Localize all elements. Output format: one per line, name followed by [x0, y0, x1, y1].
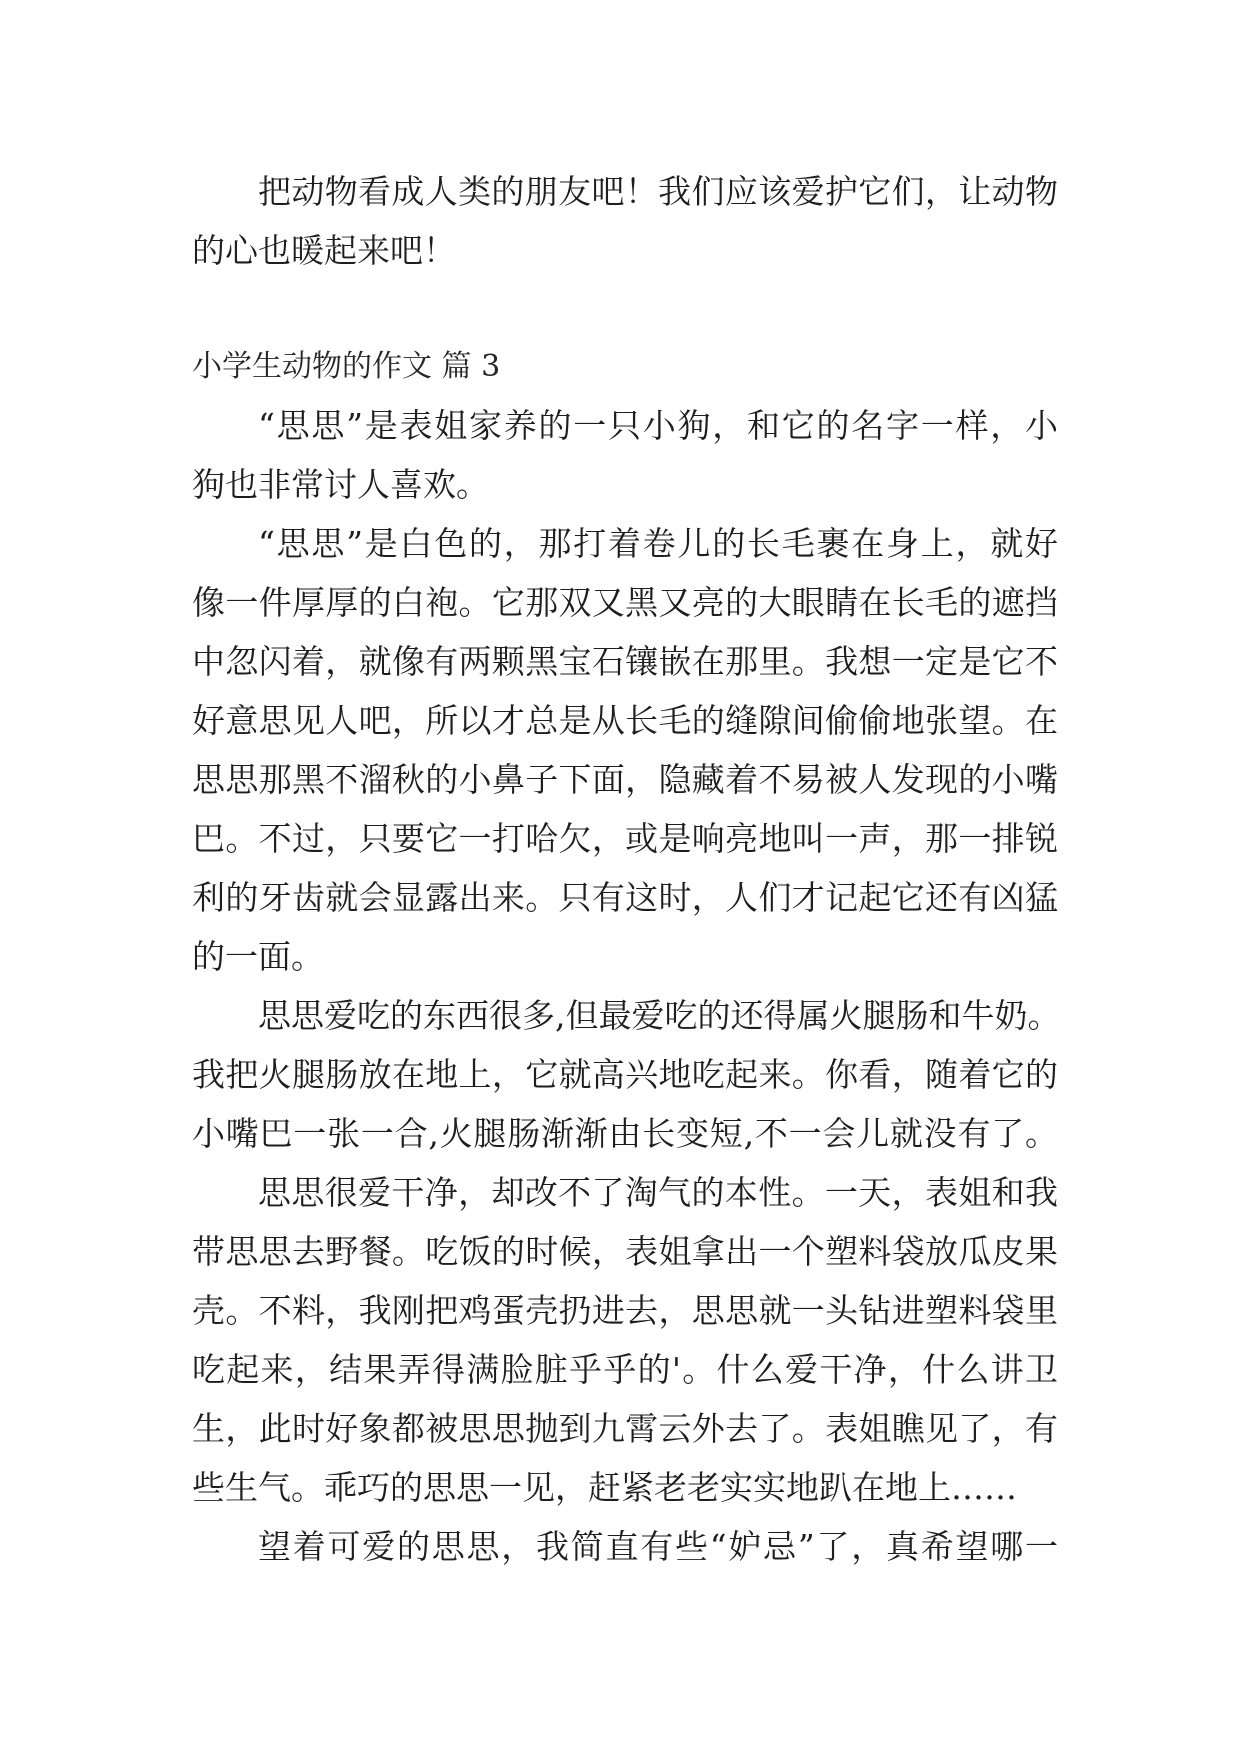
text-line: 巴。不过，只要它一打哈欠，或是响亮地叫一声，那一排锐	[192, 819, 1058, 858]
text-line: 壳。不料，我刚把鸡蛋壳扔进去，思思就一头钻进塑料袋里	[192, 1291, 1058, 1330]
text-line: 思思很爱干净，却改不了淘气的本性。一天，表姐和我	[258, 1173, 1058, 1212]
text-line: “思思”是表姐家养的一只小狗，和它的名字一样，小	[258, 406, 1058, 445]
paragraph	[192, 1517, 1058, 1576]
text-line: 我把火腿肠放在地上，它就高兴地吃起来。你看，随着它的	[192, 1055, 1058, 1094]
text-line: 利的牙齿就会显露出来。只有这时，人们才记起它还有凶猛	[192, 878, 1058, 917]
text-line: 像一件厚厚的白袍。它那双又黑又亮的大眼睛在长毛的遮挡	[192, 583, 1058, 622]
paragraph	[192, 986, 1061, 1163]
section-heading: 小学生动物的作文 篇 3	[192, 349, 501, 384]
text-line: 中忽闪着，就像有两颗黑宝石镶嵌在那里。我想一定是它不	[192, 642, 1058, 681]
text-line: 狗也非常讨人喜欢。	[192, 465, 489, 504]
text-line: 的心也暖起来吧！	[192, 231, 456, 270]
text-line: “思思”是白色的，那打着卷儿的长毛裹在身上，就好	[258, 524, 1058, 563]
text-line: 吃起来，结果弄得满脸脏乎乎的'。什么爱干净，什么讲卫	[192, 1350, 1058, 1389]
text-line: 思思那黑不溜秋的小鼻子下面，隐藏着不易被人发现的小嘴	[192, 760, 1058, 799]
text-line: 小嘴巴一张一合,火腿肠渐渐由长变短,不一会儿就没有了。	[192, 1114, 1058, 1153]
text-line: 些生气。乖巧的思思一见，赶紧老老实实地趴在地上……	[192, 1468, 1017, 1507]
text-line: 把动物看成人类的朋友吧！我们应该爱护它们，让动物	[258, 172, 1058, 211]
text-line: 好意思见人吧，所以才总是从长毛的缝隙间偷偷地张望。在	[192, 701, 1058, 740]
paragraph	[192, 396, 1058, 514]
intro-paragraph	[192, 162, 1058, 280]
text-line: 的一面。	[192, 937, 324, 976]
text-line: 带思思去野餐。吃饭的时候，表姐拿出一个塑料袋放瓜皮果	[192, 1232, 1058, 1271]
text-line: 生，此时好象都被思思抛到九霄云外去了。表姐瞧见了，有	[192, 1409, 1058, 1448]
text-line: 望着可爱的思思，我简直有些“妒忌”了，真希望哪一	[258, 1527, 1058, 1566]
text-line: 思思爱吃的东西很多,但最爱吃的还得属火腿肠和牛奶。	[258, 996, 1061, 1035]
paragraph	[192, 514, 1058, 986]
paragraph	[192, 1163, 1058, 1517]
document-body	[192, 162, 1061, 1576]
